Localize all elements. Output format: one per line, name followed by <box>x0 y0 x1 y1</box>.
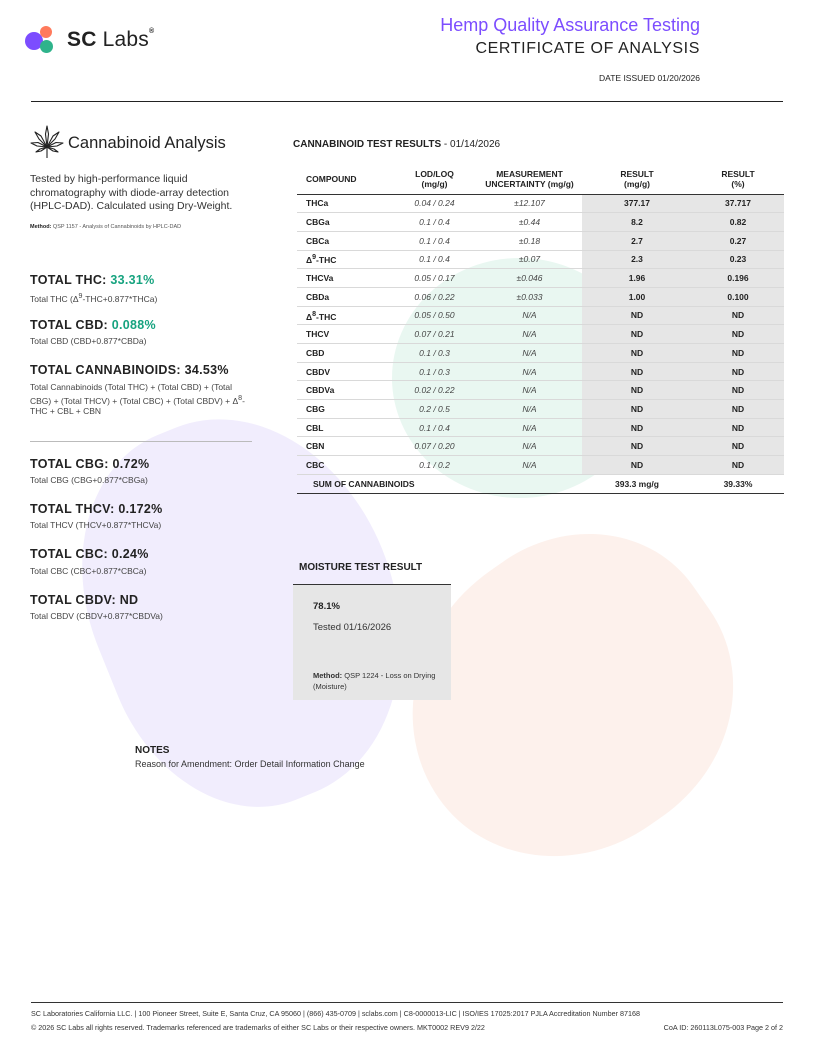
moisture-title: MOISTURE TEST RESULT <box>299 562 423 573</box>
table-cell: ND <box>692 418 784 437</box>
table-cell: ND <box>692 362 784 381</box>
column-header: RESULT (mg/g) <box>582 165 692 194</box>
table-row <box>297 269 784 288</box>
table-cell: CBC <box>297 456 392 475</box>
table-row <box>297 456 784 475</box>
document-title: Hemp Quality Assurance Testing <box>440 15 700 35</box>
sum-row <box>297 474 784 493</box>
table-row <box>297 381 784 400</box>
total-value: 33.31% <box>110 273 155 287</box>
total-formula: Total THC $(\Delta^9-THC+0.877*THCa)$ <box>30 292 158 304</box>
table-cell: 0.2 / 0.5 <box>392 400 477 419</box>
table-cell: ND <box>582 306 692 325</box>
total-value: 0.72% <box>112 457 150 471</box>
total-formula: Total Cannabinoids (Total THC) + (Total CBD) + (Total CBG) + (Total THCV) + (Total CBC) + (Total CBDV) + $\Delta^8$-THC + CBL + CBN <box>30 382 245 416</box>
table-cell: CBCa <box>297 231 392 250</box>
total-formula: Total CBC (CBC+0.877*CBCa) <box>30 566 147 576</box>
table-cell: THCVa <box>297 269 392 288</box>
table-cell: ND <box>692 400 784 419</box>
moisture-method: Method: QSP 1224 - Loss on Drying (Moisture) <box>313 671 436 691</box>
table-row <box>297 194 784 213</box>
table-cell: ND <box>692 437 784 456</box>
table-cell: N/A <box>477 400 582 419</box>
header-divider <box>31 101 783 102</box>
total-6-title <box>30 593 138 607</box>
table-cell: CBGa <box>297 213 392 232</box>
total-value: 34.53% <box>184 363 229 377</box>
table-row <box>297 325 784 344</box>
total-value: 0.088% <box>111 318 156 332</box>
total-label: TOTAL CBD: <box>30 318 112 332</box>
total-label: TOTAL THCV: <box>30 502 119 516</box>
total-label: TOTAL CANNABINOIDS: <box>30 363 185 377</box>
table-cell: 0.1 / 0.2 <box>392 456 477 475</box>
table-cell: N/A <box>477 306 582 325</box>
table-cell: ND <box>692 325 784 344</box>
analysis-description: Tested by high-performance liquid chromatography with diode-array detection (HPLC-DAD). Calculated using Dry-Weight. <box>30 173 233 212</box>
footer-copyright: © 2026 SC Labs all rights reserved. Trademarks referenced are trademarks of either SC Labs or their respective owners. MKT0002 REV9 2/22 <box>31 1023 485 1032</box>
total-3-title <box>30 457 149 471</box>
total-0-title <box>30 273 155 287</box>
table-cell: N/A <box>477 456 582 475</box>
table-cell: $\Delta^8$-THC <box>297 306 392 325</box>
table-cell: 0.06 / 0.22 <box>392 287 477 306</box>
table-cell: THCV <box>297 325 392 344</box>
table-row <box>297 250 784 269</box>
table-cell: 0.05 / 0.50 <box>392 306 477 325</box>
table-cell: ND <box>582 456 692 475</box>
cannabis-leaf-icon <box>30 125 64 159</box>
sum-cell: SUM OF CANNABINOIDS <box>297 474 582 493</box>
table-row <box>297 418 784 437</box>
table-cell: N/A <box>477 437 582 456</box>
table-row <box>297 400 784 419</box>
table-cell: ND <box>692 381 784 400</box>
document-subtitle: CERTIFICATE OF ANALYSIS <box>475 40 700 57</box>
table-cell: 0.02 / 0.22 <box>392 381 477 400</box>
date-issued: DATE ISSUED 01/20/2026 <box>599 73 700 83</box>
table-cell: CBL <box>297 418 392 437</box>
table-cell: 0.04 / 0.24 <box>392 194 477 213</box>
table-row <box>297 213 784 232</box>
table-cell: 0.82 <box>692 213 784 232</box>
sum-cell: 39.33% <box>692 474 784 493</box>
table-row <box>297 362 784 381</box>
table-cell: 0.07 / 0.21 <box>392 325 477 344</box>
table-cell: CBDa <box>297 287 392 306</box>
table-cell: CBD <box>297 344 392 363</box>
footer-address: SC Laboratories California LLC. | 100 Pioneer Street, Suite E, Santa Cruz, CA 95060 | (866) 435-0709 | sclabs.com | C8-0000013-LIC | ISO/IES 17025:2017 PJLA Accreditation Number 87168 <box>31 1009 641 1018</box>
table-cell: CBG <box>297 400 392 419</box>
table-cell: 0.100 <box>692 287 784 306</box>
cannabinoid-results-table <box>297 165 784 494</box>
column-header: COMPOUND <box>297 165 392 194</box>
table-cell: ±0.18 <box>477 231 582 250</box>
table-cell: N/A <box>477 381 582 400</box>
table-cell: ND <box>582 400 692 419</box>
sc-labs-logo <box>25 22 154 58</box>
table-cell: ±0.44 <box>477 213 582 232</box>
table-cell: 0.196 <box>692 269 784 288</box>
table-cell: N/A <box>477 344 582 363</box>
table-cell: CBN <box>297 437 392 456</box>
table-cell: 1.96 <box>582 269 692 288</box>
table-cell: CBDVa <box>297 381 392 400</box>
table-cell: 2.3 <box>582 250 692 269</box>
table-cell: ND <box>582 418 692 437</box>
total-label: TOTAL CBC: <box>30 547 112 561</box>
table-cell: ND <box>692 456 784 475</box>
total-label: TOTAL THC: <box>30 273 111 287</box>
column-header: RESULT (%) <box>692 165 784 194</box>
analysis-method: Method: QSP 1157 - Analysis of Cannabinoids by HPLC-DAD <box>30 224 182 230</box>
total-value: ND <box>119 593 139 607</box>
table-cell: ±0.07 <box>477 250 582 269</box>
table-cell: ±0.046 <box>477 269 582 288</box>
total-formula: Total THCV (THCV+0.877*THCVa) <box>30 520 162 530</box>
table-cell: 1.00 <box>582 287 692 306</box>
section-title: Cannabinoid Analysis <box>68 134 226 152</box>
moisture-value: 78.1% <box>313 601 340 612</box>
total-4-title <box>30 502 163 516</box>
total-value: 0.24% <box>111 547 149 561</box>
table-cell: 0.07 / 0.20 <box>392 437 477 456</box>
table-row <box>297 306 784 325</box>
column-header: LOD/LOQ (mg/g) <box>392 165 477 194</box>
table-cell: ND <box>582 381 692 400</box>
table-cell: 37.717 <box>692 194 784 213</box>
table-cell: ND <box>582 344 692 363</box>
table-row <box>297 437 784 456</box>
logo-text: SC Labs® <box>67 28 155 51</box>
logo-dots-icon <box>25 22 65 58</box>
table-cell: CBDV <box>297 362 392 381</box>
table-cell: ND <box>582 437 692 456</box>
table-cell: ±0.033 <box>477 287 582 306</box>
results-title: CANNABINOID TEST RESULTS - 01/14/2026 <box>293 139 501 150</box>
totals-divider <box>30 441 252 442</box>
total-5-title <box>30 547 149 561</box>
table-cell: 2.7 <box>582 231 692 250</box>
total-formula: Total CBG (CBG+0.877*CBGa) <box>30 475 148 485</box>
table-cell: 377.17 <box>582 194 692 213</box>
table-cell: ND <box>692 306 784 325</box>
table-cell: ND <box>582 325 692 344</box>
notes-text: Reason for Amendment: Order Detail Information Change <box>135 759 365 769</box>
table-row <box>297 344 784 363</box>
column-header: MEASUREMENT UNCERTAINTY (mg/g) <box>477 165 582 194</box>
sum-cell: 393.3 mg/g <box>582 474 692 493</box>
total-2-title <box>30 363 229 377</box>
table-cell: N/A <box>477 325 582 344</box>
table-cell: N/A <box>477 418 582 437</box>
total-formula: Total CBD (CBD+0.877*CBDa) <box>30 336 147 346</box>
total-value: 0.172% <box>118 502 163 516</box>
table-cell: 0.05 / 0.17 <box>392 269 477 288</box>
footer-coa-id: CoA ID: 260113L075-003 Page 2 of 2 <box>663 1023 783 1032</box>
notes-title: NOTES <box>135 745 170 756</box>
table-cell: 0.1 / 0.4 <box>392 418 477 437</box>
table-cell: 0.1 / 0.4 <box>392 231 477 250</box>
total-label: TOTAL CBDV: <box>30 593 120 607</box>
table-cell: N/A <box>477 362 582 381</box>
table-row <box>297 287 784 306</box>
table-cell: THCa <box>297 194 392 213</box>
table-cell: 0.1 / 0.4 <box>392 250 477 269</box>
table-cell: 0.23 <box>692 250 784 269</box>
table-cell: ND <box>692 344 784 363</box>
table-cell: ND <box>582 362 692 381</box>
total-label: TOTAL CBG: <box>30 457 113 471</box>
table-row <box>297 231 784 250</box>
table-cell: ±12.107 <box>477 194 582 213</box>
table-cell: 0.1 / 0.4 <box>392 213 477 232</box>
table-cell: 0.27 <box>692 231 784 250</box>
moisture-tested-date: Tested 01/16/2026 <box>313 622 392 633</box>
total-1-title <box>30 318 156 332</box>
table-cell: 0.1 / 0.3 <box>392 362 477 381</box>
table-cell: $\Delta^9$-THC <box>297 250 392 269</box>
table-cell: 0.1 / 0.3 <box>392 344 477 363</box>
footer-divider <box>31 1002 783 1003</box>
total-formula: Total CBDV (CBDV+0.877*CBDVa) <box>30 611 163 621</box>
table-cell: 8.2 <box>582 213 692 232</box>
